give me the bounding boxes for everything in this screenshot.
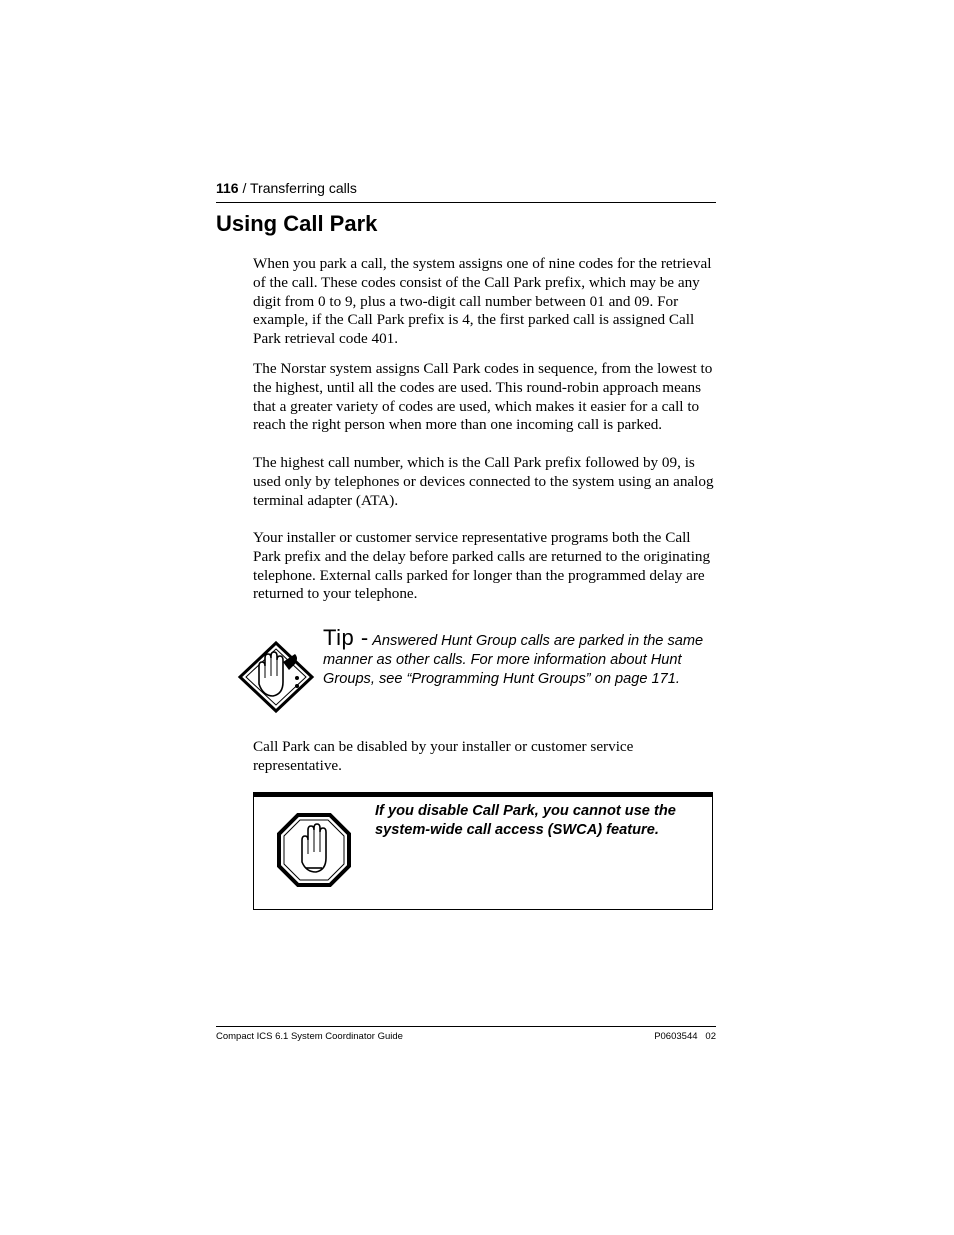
section-title: / Transferring calls	[242, 180, 357, 196]
stop-hand-icon	[276, 812, 352, 888]
paragraph-4: Your installer or customer service representative programs both the Call Park prefix and the delay before parked calls are returned to the originating telephone. External calls parked for longer than the programmed delay are returned to your telephone.	[253, 529, 711, 603]
page-number: 116	[216, 180, 239, 196]
tip-note	[323, 625, 723, 689]
page-header	[216, 180, 716, 203]
tip-hand-icon	[237, 640, 315, 714]
warning-box	[253, 792, 713, 910]
warning-text: If you disable Call Park, you cannot use the system-wide call access (SWCA) feature.	[375, 803, 676, 838]
footer-doc-number: P0603544 02	[654, 1031, 716, 1042]
paragraph-3: The highest call number, which is the Call Park prefix followed by 09, is used only by telephones or devices connected to the system using an analog terminal adapter (ATA).	[253, 454, 714, 509]
footer-guide-title: Compact ICS 6.1 System Coordinator Guide	[216, 1031, 403, 1042]
paragraph-1: When you park a call, the system assigns one of nine codes for the retrieval of the call. These codes consist of the Call Park prefix, which may be any digit from 0 to 9, plus a two-digit call number between 01 and 09. For example, if the Call Park prefix is 4, the first parked call is assigned Call Park retrieval code 401.	[253, 255, 712, 348]
tip-label: Tip -	[323, 625, 369, 650]
page-title: Using Call Park	[216, 211, 378, 236]
tip-body: Answered Hunt Group calls are parked in the same manner as other calls. For more information about Hunt Groups, see “Programming Hunt Groups” on page 171.	[323, 633, 704, 687]
paragraph-5: Call Park can be disabled by your installer or customer service representative.	[253, 738, 634, 774]
page-footer	[216, 1026, 716, 1042]
paragraph-2: The Norstar system assigns Call Park codes in sequence, from the lowest to the highest, until all the codes are used. This round-robin approach means that a greater variety of codes are used, which makes it easier for a call to reach the right person when more than one incoming call is parked.	[253, 360, 713, 434]
